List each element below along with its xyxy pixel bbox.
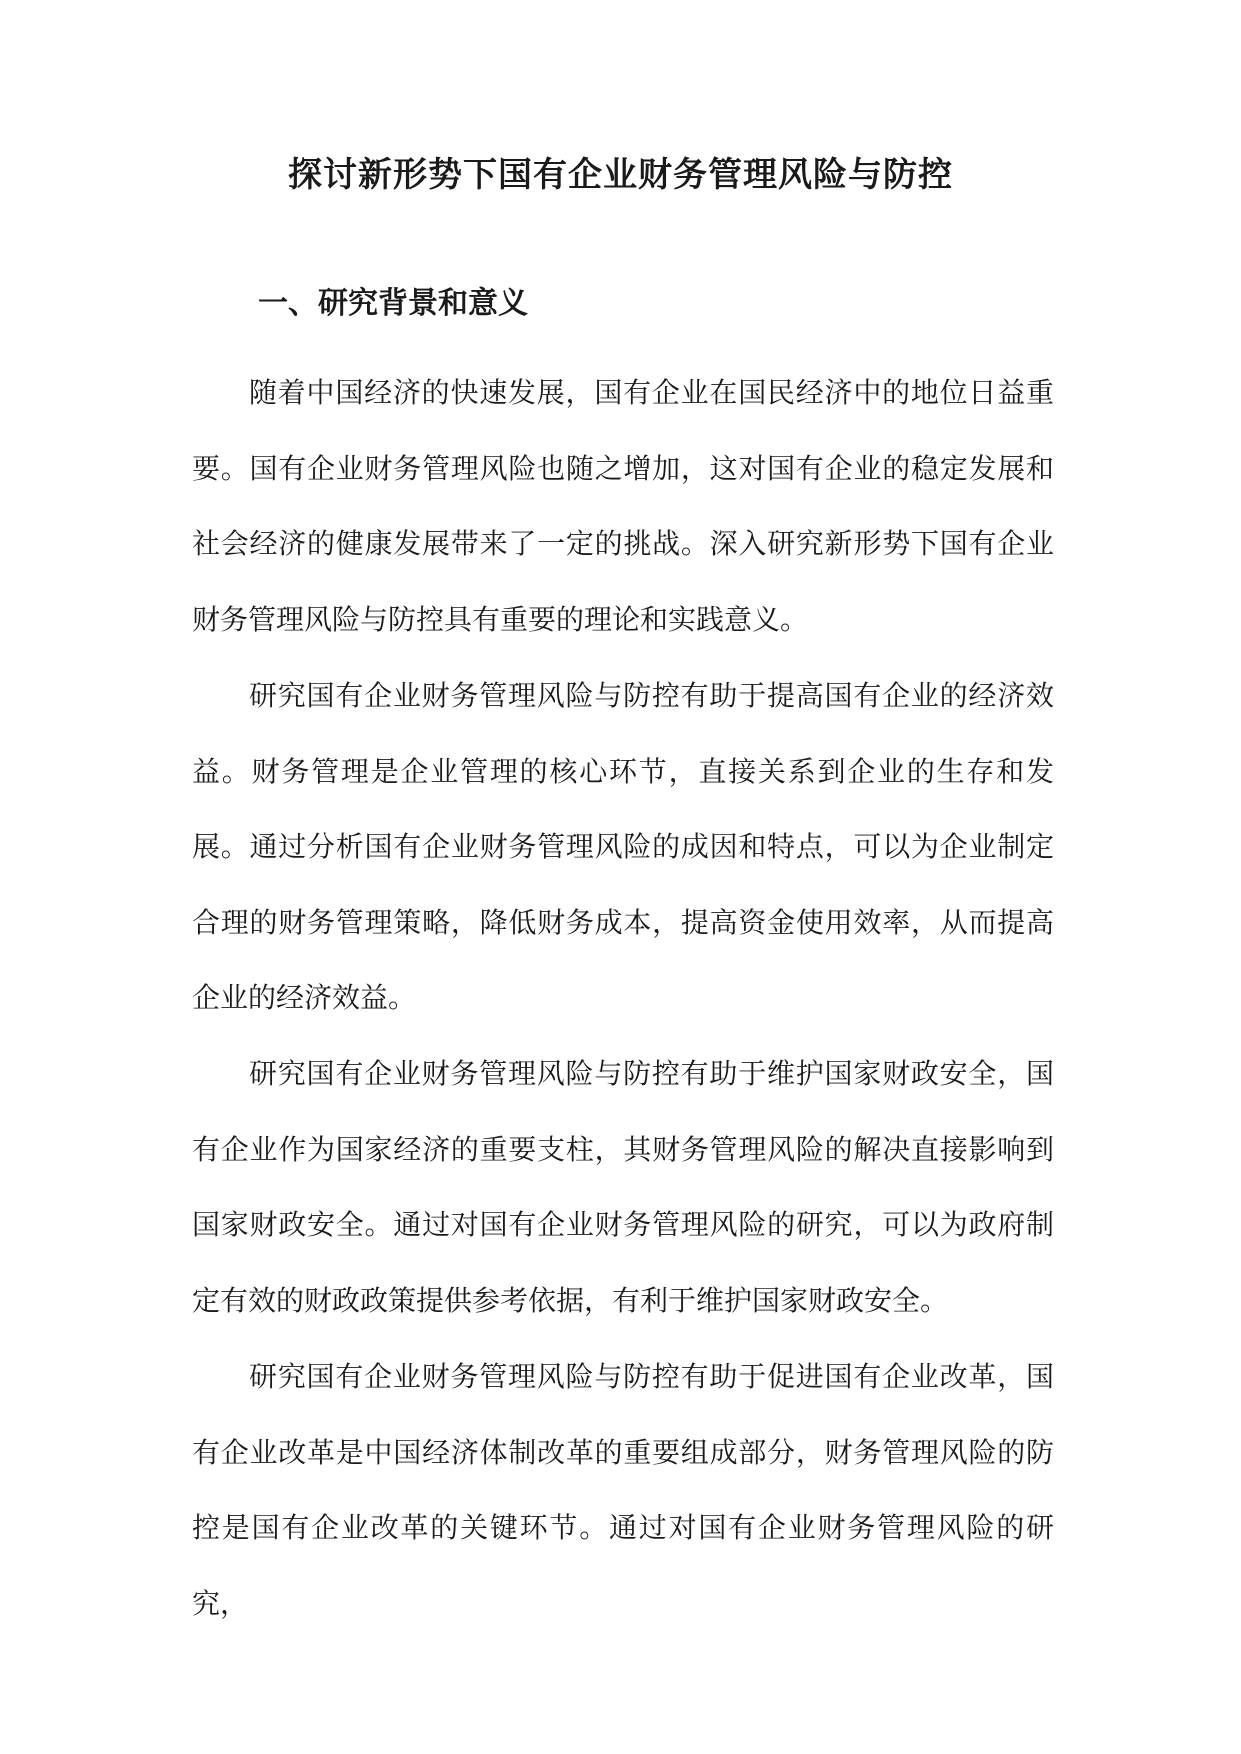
paragraph-fiscal-security: 研究国有企业财务管理风险与防控有助于维护国家财政安全，国有企业作为国家经济的重要支柱，其财务管理风险的解决直接影响到国家财政安全。通过对国有企业财务管理风险的研究，可以为政府制定有效的财政政策提供参考依据，有利于维护国家财政安全。	[192, 1057, 1054, 1317]
paragraph-background: 随着中国经济的快速发展，国有企业在国民经济中的地位日益重要。国有企业财务管理风险也随之增加，这对国有企业的稳定发展和社会经济的健康发展带来了一定的挑战。深入研究新形势下国有企业财务管理风险与防控具有重要的理论和实践意义。	[192, 376, 1054, 636]
paragraph-economic-benefit: 研究国有企业财务管理风险与防控有助于提高国有企业的经济效益。财务管理是企业管理的核心环节，直接关系到企业的生存和发展。通过分析国有企业财务管理风险的成因和特点，可以为企业制定合理的财务管理策略，降低财务成本，提高资金使用效率，从而提高企业的经济效益。	[192, 679, 1054, 1014]
paragraph-enterprise-reform: 研究国有企业财务管理风险与防控有助于促进国有企业改革，国有企业改革是中国经济体制改革的重要组成部分，财务管理风险的防控是国有企业改革的关键环节。通过对国有企业财务管理风险的研究，	[192, 1360, 1054, 1620]
document-title: 探讨新形势下国有企业财务管理风险与防控	[288, 155, 953, 195]
section-heading: 一、研究背景和意义	[258, 286, 528, 321]
